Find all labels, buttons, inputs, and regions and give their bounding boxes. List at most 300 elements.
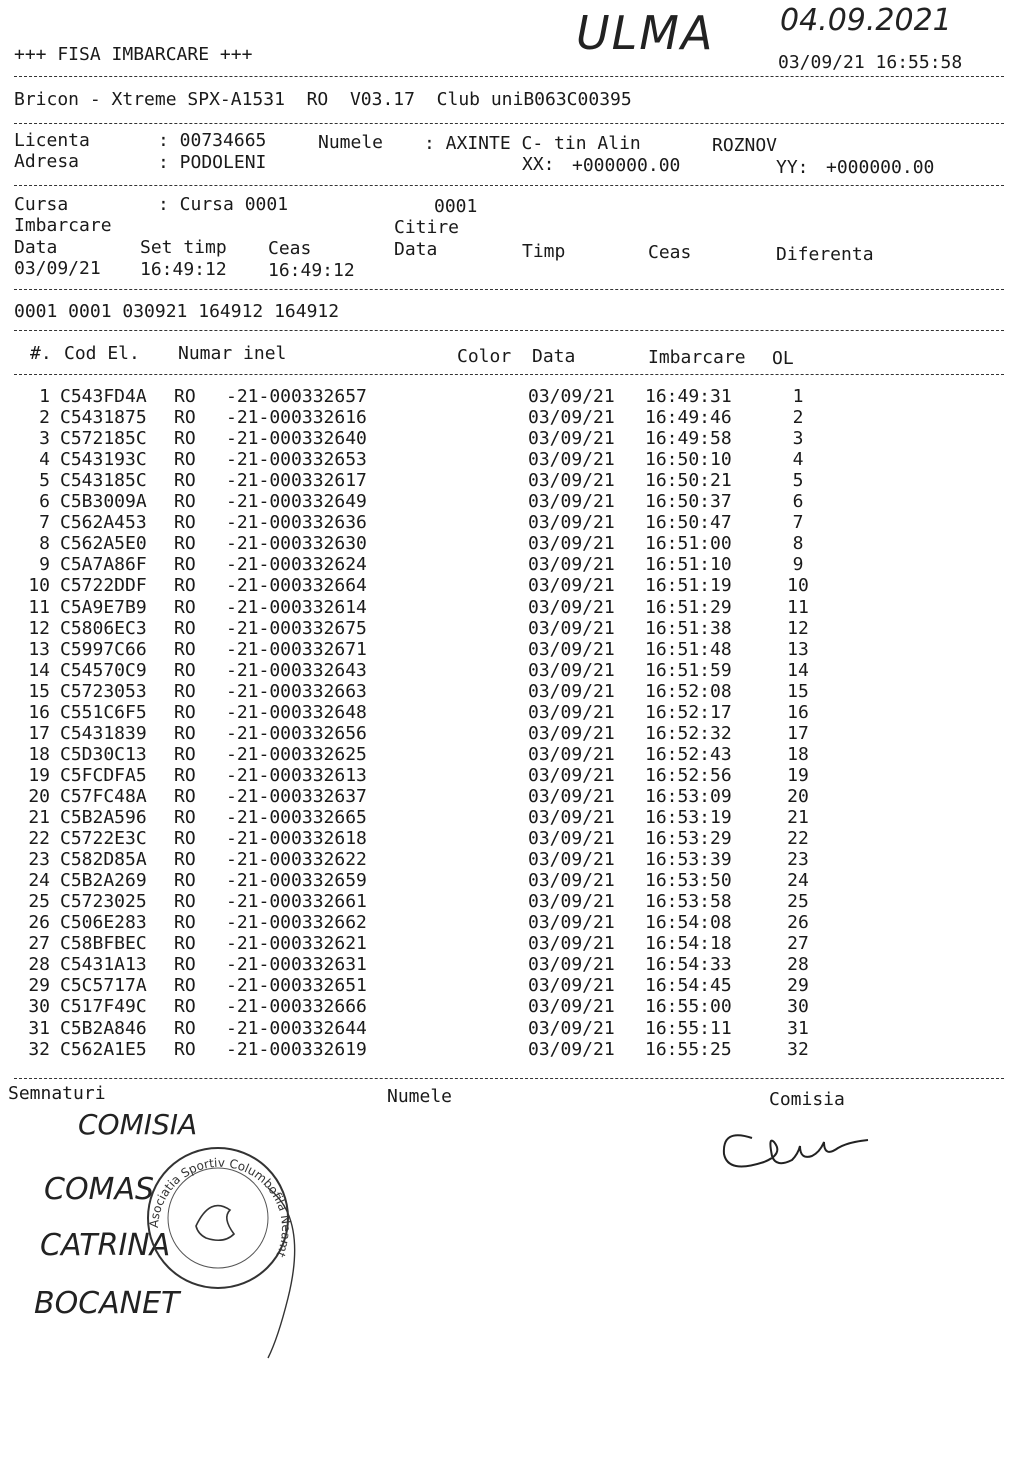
row-inel: -21-000332657 bbox=[226, 386, 367, 407]
row-number: 32 bbox=[28, 1038, 50, 1060]
row-cod: C5B2A596 bbox=[60, 807, 147, 828]
numele-label: Numele bbox=[318, 132, 384, 153]
row-ol: 1 bbox=[792, 386, 804, 407]
row-date: 03/09/21 bbox=[528, 1017, 615, 1039]
timp-label: Timp bbox=[522, 241, 566, 262]
table-row bbox=[0, 597, 1024, 618]
row-number: 12 bbox=[28, 617, 50, 639]
row-inel: -21-000332614 bbox=[226, 596, 367, 618]
row-country: RO bbox=[174, 680, 196, 702]
row-date: 03/09/21 bbox=[528, 386, 615, 407]
code-line: 0001 0001 030921 164912 164912 bbox=[14, 301, 340, 322]
row-number: 1 bbox=[39, 386, 50, 407]
col-header-cod: Cod El. bbox=[64, 343, 140, 364]
licenta-label: Licenta bbox=[14, 130, 90, 151]
comisia-label: Comisia bbox=[769, 1089, 845, 1110]
row-ol: 16 bbox=[787, 701, 809, 723]
row-ol: 30 bbox=[787, 996, 809, 1018]
row-number: 2 bbox=[39, 407, 50, 429]
row-number: 13 bbox=[28, 638, 50, 660]
row-date: 03/09/21 bbox=[528, 722, 615, 744]
row-cod: C5A7A86F bbox=[60, 554, 147, 576]
row-date: 03/09/21 bbox=[528, 743, 615, 765]
row-country: RO bbox=[174, 407, 196, 429]
row-date: 03/09/21 bbox=[528, 428, 615, 450]
row-number: 7 bbox=[39, 512, 50, 534]
row-ol: 20 bbox=[787, 785, 809, 807]
table-row bbox=[0, 828, 1024, 849]
row-cod: C5B2A846 bbox=[60, 1017, 147, 1039]
row-cod: C543185C bbox=[60, 470, 147, 492]
row-time: 16:52:32 bbox=[645, 722, 732, 744]
row-cod: C5FCDFA5 bbox=[60, 764, 147, 786]
numele-value: : AXINTE C- tin Alin bbox=[424, 133, 641, 154]
row-time: 16:51:19 bbox=[645, 575, 732, 597]
row-date: 03/09/21 bbox=[528, 996, 615, 1018]
row-inel: -21-000332661 bbox=[226, 891, 367, 913]
table-row bbox=[0, 512, 1024, 533]
table-row bbox=[0, 470, 1024, 491]
row-date: 03/09/21 bbox=[528, 764, 615, 786]
row-number: 9 bbox=[39, 554, 50, 576]
row-date: 03/09/21 bbox=[528, 933, 615, 955]
row-time: 16:51:48 bbox=[645, 638, 732, 660]
row-inel: -21-000332656 bbox=[226, 722, 367, 744]
row-cod: C5806EC3 bbox=[60, 617, 147, 639]
row-number: 18 bbox=[28, 743, 50, 765]
row-date: 03/09/21 bbox=[528, 870, 615, 892]
table-row bbox=[0, 449, 1024, 470]
handwritten-date: 04.09.2021 bbox=[780, 3, 952, 38]
row-time: 16:54:18 bbox=[645, 933, 732, 955]
row-ol: 19 bbox=[787, 764, 809, 786]
row-cod: C582D85A bbox=[60, 849, 147, 871]
row-country: RO bbox=[174, 912, 196, 934]
cursa-label: Cursa bbox=[14, 194, 69, 215]
citire-data-label: Data bbox=[394, 239, 438, 260]
row-country: RO bbox=[174, 470, 196, 492]
row-ol: 6 bbox=[792, 491, 804, 513]
row-number: 25 bbox=[28, 891, 50, 913]
row-date: 03/09/21 bbox=[528, 975, 615, 997]
row-country: RO bbox=[174, 743, 196, 765]
row-ol: 10 bbox=[787, 575, 809, 597]
row-time: 16:53:50 bbox=[645, 870, 732, 892]
row-inel: -21-000332675 bbox=[226, 617, 367, 639]
row-country: RO bbox=[174, 785, 196, 807]
row-ol: 28 bbox=[787, 954, 809, 976]
row-country: RO bbox=[174, 701, 196, 723]
row-ol: 29 bbox=[787, 975, 809, 997]
handwritten-name-4: BOCANET bbox=[34, 1286, 180, 1321]
row-country: RO bbox=[174, 933, 196, 955]
row-number: 27 bbox=[28, 933, 50, 955]
table-row bbox=[0, 744, 1024, 765]
adresa-label: Adresa bbox=[14, 151, 80, 172]
table-row bbox=[0, 554, 1024, 575]
row-country: RO bbox=[174, 596, 196, 618]
set-timp-label: Set timp bbox=[140, 237, 227, 258]
row-date: 03/09/21 bbox=[528, 701, 615, 723]
row-country: RO bbox=[174, 428, 196, 450]
row-time: 16:54:45 bbox=[645, 975, 732, 997]
row-number: 17 bbox=[28, 722, 50, 744]
row-date: 03/09/21 bbox=[528, 891, 615, 913]
divider bbox=[14, 123, 1004, 124]
row-inel: -21-000332662 bbox=[226, 912, 367, 934]
row-date: 03/09/21 bbox=[528, 638, 615, 660]
divider bbox=[14, 1078, 1004, 1079]
row-country: RO bbox=[174, 891, 196, 913]
row-cod: C5723025 bbox=[60, 891, 147, 913]
owner-city: ROZNOV bbox=[712, 135, 778, 156]
table-row bbox=[0, 765, 1024, 786]
row-country: RO bbox=[174, 807, 196, 828]
table-row bbox=[0, 428, 1024, 449]
row-time: 16:52:43 bbox=[645, 743, 732, 765]
document-title: +++ FISA IMBARCARE +++ bbox=[14, 44, 253, 65]
divider bbox=[14, 374, 1004, 375]
row-inel: -21-000332619 bbox=[226, 1038, 367, 1060]
table-row bbox=[0, 575, 1024, 596]
row-country: RO bbox=[174, 722, 196, 744]
row-cod: C5431875 bbox=[60, 407, 147, 429]
row-date: 03/09/21 bbox=[528, 617, 615, 639]
row-time: 16:51:59 bbox=[645, 659, 732, 681]
row-date: 03/09/21 bbox=[528, 954, 615, 976]
row-cod: C5722DDF bbox=[60, 575, 147, 597]
table-row bbox=[0, 954, 1024, 975]
row-ol: 27 bbox=[787, 933, 809, 955]
row-cod: C5723053 bbox=[60, 680, 147, 702]
row-time: 16:52:08 bbox=[645, 680, 732, 702]
row-time: 16:51:29 bbox=[645, 596, 732, 618]
row-inel: -21-000332671 bbox=[226, 638, 367, 660]
row-inel: -21-000332644 bbox=[226, 1017, 367, 1039]
row-number: 26 bbox=[28, 912, 50, 934]
row-ol: 3 bbox=[792, 428, 804, 450]
row-time: 16:53:39 bbox=[645, 849, 732, 871]
row-number: 10 bbox=[28, 575, 50, 597]
row-country: RO bbox=[174, 638, 196, 660]
row-country: RO bbox=[174, 617, 196, 639]
row-date: 03/09/21 bbox=[528, 912, 615, 934]
row-date: 03/09/21 bbox=[528, 785, 615, 807]
row-date: 03/09/21 bbox=[528, 533, 615, 555]
row-inel: -21-000332659 bbox=[226, 870, 367, 892]
ceas2-label: Ceas bbox=[648, 242, 692, 263]
col-header-nr: #. bbox=[30, 343, 52, 364]
row-time: 16:50:47 bbox=[645, 512, 732, 534]
row-ol: 5 bbox=[792, 470, 804, 492]
row-date: 03/09/21 bbox=[528, 449, 615, 471]
row-inel: -21-000332665 bbox=[226, 807, 367, 828]
licenta-value: : 00734665 bbox=[158, 130, 267, 151]
data-value: 03/09/21 bbox=[14, 258, 101, 279]
col-header-inel: Numar inel bbox=[178, 343, 287, 364]
row-number: 23 bbox=[28, 849, 50, 871]
table-row bbox=[0, 975, 1024, 996]
row-time: 16:50:37 bbox=[645, 491, 732, 513]
table-row bbox=[0, 533, 1024, 554]
row-ol: 26 bbox=[787, 912, 809, 934]
row-country: RO bbox=[174, 764, 196, 786]
row-date: 03/09/21 bbox=[528, 828, 615, 850]
row-time: 16:51:38 bbox=[645, 617, 732, 639]
imbarcare-label: Imbarcare bbox=[14, 215, 112, 236]
row-inel: -21-000332651 bbox=[226, 975, 367, 997]
row-time: 16:54:33 bbox=[645, 954, 732, 976]
set-timp-value: 16:49:12 bbox=[140, 259, 227, 280]
row-inel: -21-000332616 bbox=[226, 407, 367, 429]
row-number: 20 bbox=[28, 785, 50, 807]
row-cod: C58BFBEC bbox=[60, 933, 147, 955]
ceas-value: 16:49:12 bbox=[268, 260, 355, 281]
data-label: Data bbox=[14, 237, 58, 258]
row-country: RO bbox=[174, 954, 196, 976]
row-date: 03/09/21 bbox=[528, 807, 615, 828]
table-row bbox=[0, 996, 1024, 1017]
divider bbox=[14, 76, 1004, 77]
row-inel: -21-000332640 bbox=[226, 428, 367, 450]
row-inel: -21-000332621 bbox=[226, 933, 367, 955]
row-country: RO bbox=[174, 386, 196, 407]
cursa-value: : Cursa 0001 bbox=[158, 194, 289, 215]
row-time: 16:49:58 bbox=[645, 428, 732, 450]
col-header-ol: OL bbox=[772, 348, 794, 369]
row-number: 5 bbox=[39, 470, 50, 492]
row-cod: C543FD4A bbox=[60, 386, 147, 407]
row-time: 16:55:00 bbox=[645, 996, 732, 1018]
row-cod: C562A453 bbox=[60, 512, 147, 534]
table-row bbox=[0, 660, 1024, 681]
row-inel: -21-000332653 bbox=[226, 449, 367, 471]
row-ol: 23 bbox=[787, 849, 809, 871]
table-row bbox=[0, 491, 1024, 512]
col-header-data: Data bbox=[532, 346, 576, 367]
row-ol: 12 bbox=[787, 617, 809, 639]
row-country: RO bbox=[174, 1017, 196, 1039]
row-ol: 9 bbox=[792, 554, 804, 576]
row-number: 19 bbox=[28, 764, 50, 786]
row-country: RO bbox=[174, 849, 196, 871]
row-cod: C551C6F5 bbox=[60, 701, 147, 723]
row-date: 03/09/21 bbox=[528, 1038, 615, 1060]
row-time: 16:51:10 bbox=[645, 554, 732, 576]
row-time: 16:50:21 bbox=[645, 470, 732, 492]
xx-label: XX: bbox=[522, 154, 555, 175]
table-row bbox=[0, 912, 1024, 933]
row-time: 16:53:19 bbox=[645, 807, 732, 828]
row-time: 16:52:17 bbox=[645, 701, 732, 723]
citire-label: Citire bbox=[394, 217, 460, 238]
row-inel: -21-000332630 bbox=[226, 533, 367, 555]
row-time: 16:49:46 bbox=[645, 407, 732, 429]
row-inel: -21-000332631 bbox=[226, 954, 367, 976]
row-country: RO bbox=[174, 575, 196, 597]
row-time: 16:50:10 bbox=[645, 449, 732, 471]
table-row bbox=[0, 702, 1024, 723]
row-ol: 11 bbox=[787, 596, 809, 618]
row-cod: C5A9E7B9 bbox=[60, 596, 147, 618]
row-country: RO bbox=[174, 554, 196, 576]
table-row bbox=[0, 933, 1024, 954]
row-number: 4 bbox=[39, 449, 50, 471]
row-time: 16:51:00 bbox=[645, 533, 732, 555]
row-number: 11 bbox=[28, 596, 50, 618]
adresa-value: : PODOLENI bbox=[158, 152, 267, 173]
row-number: 22 bbox=[28, 828, 50, 850]
row-country: RO bbox=[174, 828, 196, 850]
row-inel: -21-000332613 bbox=[226, 764, 367, 786]
stamp-inner-ring bbox=[168, 1168, 268, 1268]
row-inel: -21-000332622 bbox=[226, 849, 367, 871]
row-cod: C5431839 bbox=[60, 722, 147, 744]
divider bbox=[14, 289, 1004, 290]
row-cod: C57FC48A bbox=[60, 785, 147, 807]
row-number: 8 bbox=[39, 533, 50, 555]
table-row bbox=[0, 407, 1024, 428]
row-cod: C5431A13 bbox=[60, 954, 147, 976]
handwritten-name-1: COMISIA bbox=[78, 1108, 198, 1141]
row-ol: 4 bbox=[792, 449, 804, 471]
row-time: 16:55:11 bbox=[645, 1017, 732, 1039]
xx-value: +000000.00 bbox=[572, 155, 681, 176]
row-ol: 2 bbox=[792, 407, 804, 429]
row-ol: 31 bbox=[787, 1017, 809, 1039]
row-number: 30 bbox=[28, 996, 50, 1018]
row-ol: 17 bbox=[787, 722, 809, 744]
table-row bbox=[0, 386, 1024, 407]
device-line: Bricon - Xtreme SPX-A1531 RO V03.17 Club uniB063C00395 bbox=[14, 89, 632, 110]
row-time: 16:54:08 bbox=[645, 912, 732, 934]
table-row bbox=[0, 1039, 1024, 1060]
row-country: RO bbox=[174, 449, 196, 471]
row-date: 03/09/21 bbox=[528, 470, 615, 492]
row-number: 21 bbox=[28, 807, 50, 828]
table-row bbox=[0, 1018, 1024, 1039]
row-ol: 21 bbox=[787, 807, 809, 828]
row-time: 16:49:31 bbox=[645, 386, 732, 407]
row-cod: C5997C66 bbox=[60, 638, 147, 660]
row-country: RO bbox=[174, 512, 196, 534]
row-ol: 15 bbox=[787, 680, 809, 702]
row-inel: -21-000332648 bbox=[226, 701, 367, 723]
row-cod: C562A5E0 bbox=[60, 533, 147, 555]
row-inel: -21-000332649 bbox=[226, 491, 367, 513]
row-ol: 24 bbox=[787, 870, 809, 892]
yy-value: +000000.00 bbox=[826, 157, 935, 178]
table-row bbox=[0, 849, 1024, 870]
row-inel: -21-000332625 bbox=[226, 743, 367, 765]
table-row bbox=[0, 618, 1024, 639]
row-country: RO bbox=[174, 659, 196, 681]
row-country: RO bbox=[174, 1038, 196, 1060]
row-ol: 7 bbox=[792, 512, 804, 534]
row-number: 16 bbox=[28, 701, 50, 723]
row-time: 16:53:58 bbox=[645, 891, 732, 913]
row-inel: -21-000332618 bbox=[226, 828, 367, 850]
table-row bbox=[0, 639, 1024, 660]
row-cod: C572185C bbox=[60, 428, 147, 450]
row-inel: -21-000332617 bbox=[226, 470, 367, 492]
row-date: 03/09/21 bbox=[528, 512, 615, 534]
row-date: 03/09/21 bbox=[528, 491, 615, 513]
row-time: 16:52:56 bbox=[645, 764, 732, 786]
row-inel: -21-000332636 bbox=[226, 512, 367, 534]
row-ol: 25 bbox=[787, 891, 809, 913]
row-number: 31 bbox=[28, 1017, 50, 1039]
row-ol: 8 bbox=[792, 533, 804, 555]
row-ol: 13 bbox=[787, 638, 809, 660]
table-row bbox=[0, 786, 1024, 807]
row-cod: C54570C9 bbox=[60, 659, 147, 681]
row-inel: -21-000332643 bbox=[226, 659, 367, 681]
semnaturi-label: Semnaturi bbox=[8, 1083, 106, 1104]
row-cod: C5D30C13 bbox=[60, 743, 147, 765]
row-time: 16:53:29 bbox=[645, 828, 732, 850]
table-row bbox=[0, 891, 1024, 912]
row-cod: C562A1E5 bbox=[60, 1038, 147, 1060]
printed-datetime: 03/09/21 16:55:58 bbox=[778, 52, 963, 73]
row-number: 14 bbox=[28, 659, 50, 681]
divider bbox=[14, 185, 1004, 186]
handwritten-location: ULMA bbox=[576, 6, 715, 60]
row-date: 03/09/21 bbox=[528, 596, 615, 618]
row-date: 03/09/21 bbox=[528, 407, 615, 429]
row-inel: -21-000332664 bbox=[226, 575, 367, 597]
row-country: RO bbox=[174, 975, 196, 997]
row-cod: C506E283 bbox=[60, 912, 147, 934]
row-country: RO bbox=[174, 491, 196, 513]
row-cod: C517F49C bbox=[60, 996, 147, 1018]
row-ol: 14 bbox=[787, 659, 809, 681]
col-header-color: Color bbox=[457, 346, 512, 367]
row-date: 03/09/21 bbox=[528, 849, 615, 871]
row-number: 15 bbox=[28, 680, 50, 702]
numele-footer-label: Numele bbox=[387, 1086, 453, 1107]
club-stamp bbox=[118, 1108, 318, 1368]
row-number: 29 bbox=[28, 975, 50, 997]
row-cod: C5B3009A bbox=[60, 491, 147, 513]
row-cod: C5C5717A bbox=[60, 975, 147, 997]
row-number: 3 bbox=[39, 428, 50, 450]
yy-label: YY: bbox=[776, 157, 809, 178]
table-row bbox=[0, 870, 1024, 891]
row-date: 03/09/21 bbox=[528, 680, 615, 702]
row-number: 6 bbox=[39, 491, 50, 513]
diferenta-label: Diferenta bbox=[776, 244, 874, 265]
row-ol: 18 bbox=[787, 743, 809, 765]
row-time: 16:53:09 bbox=[645, 785, 732, 807]
row-cod: C5722E3C bbox=[60, 828, 147, 850]
row-date: 03/09/21 bbox=[528, 554, 615, 576]
row-cod: C543193C bbox=[60, 449, 147, 471]
handwritten-name-2: COMAS bbox=[44, 1172, 155, 1207]
comisia-signature bbox=[712, 1118, 882, 1178]
handwritten-name-3: CATRINA bbox=[40, 1228, 171, 1263]
col-header-imbarcare: Imbarcare bbox=[648, 347, 746, 368]
row-ol: 32 bbox=[787, 1038, 809, 1060]
row-number: 28 bbox=[28, 954, 50, 976]
table-row bbox=[0, 681, 1024, 702]
row-number: 24 bbox=[28, 870, 50, 892]
stamp-text: Asociatia Sportiv Columbofila Neamt bbox=[146, 1155, 294, 1260]
cursa-code: 0001 bbox=[434, 196, 478, 217]
table-row bbox=[0, 807, 1024, 828]
table-row bbox=[0, 723, 1024, 744]
row-inel: -21-000332624 bbox=[226, 554, 367, 576]
